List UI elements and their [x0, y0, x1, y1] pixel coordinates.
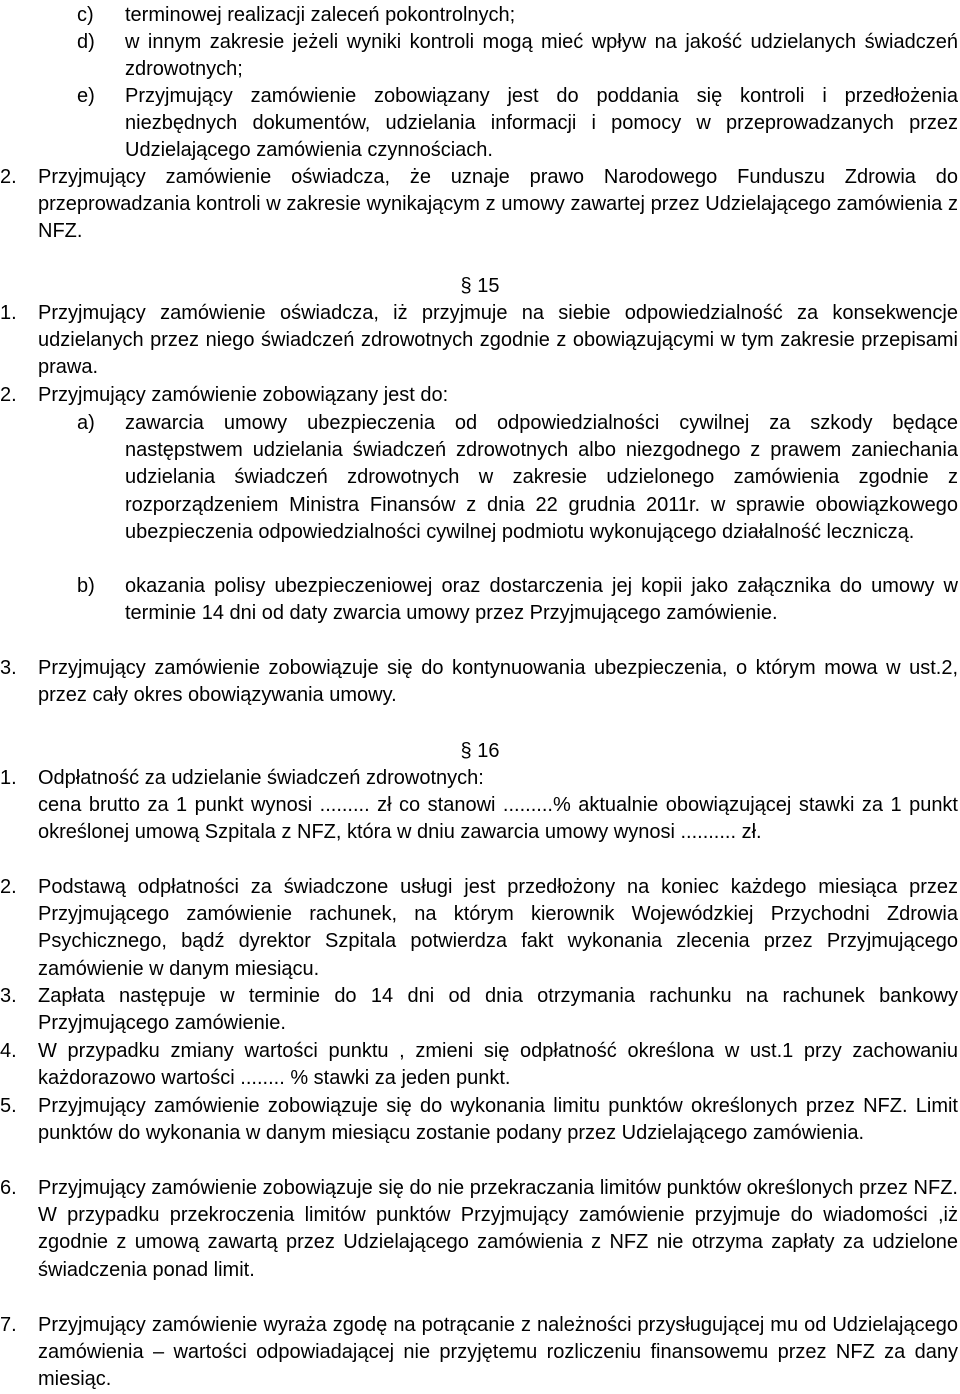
paragraph-number: 4.: [0, 1040, 17, 1062]
paragraph-text: cena brutto za 1 punkt wynosi ......... zł co stanowi .........% aktualnie obowiązującej stawki za 1 punkt określonej umową Szpitala z NFZ, która w dniu zawarcia umowy wynosi .......... zł.: [38, 794, 958, 844]
paragraph-text: Przyjmujący zamówienie oświadcza, iż przyjmuje na siebie odpowiedzialność za konsekwencje udzielanych przez niego świadczeń zdrowotnych zgodnie z obowiązującymi w tym zakresie przepisami prawa.: [38, 302, 958, 379]
s16-paragraph-6: [0, 1175, 958, 1284]
paragraph-2-control: [0, 164, 958, 246]
section-heading-16: § 16: [460, 740, 500, 762]
paragraph-text: Przyjmujący zamówienie zobowiązuje się do nie przekraczania limitów punktów określonych przez NFZ. W przypadku przekroczenia limitów punktów Przyjmujący zamówienie przyjmuje do wiadomości ,iż zgodnie z umową zawartą przez Udzielającego zamówienia z NFZ nie otrzyma zapłaty za udzielone świadczenia ponad limit.: [38, 1177, 958, 1281]
clause-text: terminowej realizacji zaleceń pokontrolnych;: [125, 4, 516, 26]
s16-paragraph-2: [0, 874, 958, 983]
clause-d: [77, 29, 958, 83]
paragraph-heading-line: Odpłatność za udzielanie świadczeń zdrowotnych:: [38, 767, 484, 789]
clause-text: okazania polisy ubezpieczeniowej oraz dostarczenia jej kopii jako załącznika do umowy w terminie 14 dni od daty zwarcia umowy przez Przyjmującego zamówienie.: [125, 575, 958, 625]
s15-clause-a: [77, 410, 958, 546]
clause-e: [77, 83, 958, 165]
clause-marker: b): [77, 575, 95, 597]
clause-marker: a): [77, 412, 95, 434]
paragraph-number: 6.: [0, 1177, 17, 1199]
paragraph-number: 2.: [0, 384, 17, 406]
paragraph-text: Przyjmujący zamówienie wyraża zgodę na potrącanie z należności przysługującej mu od Udzielającego zamówienia – wartości odpowiadającej nie przyjętemu rozliczeniu finansowemu przez NFZ za dany miesiąc.: [38, 1314, 958, 1391]
paragraph-number: 5.: [0, 1095, 17, 1117]
paragraph-number: 3.: [0, 657, 17, 679]
s16-paragraph-3: [0, 983, 958, 1037]
clause-text: Przyjmujący zamówienie zobowiązany jest do poddania się kontroli i przedłożenia niezbędnych dokumentów, udzielania informacji i pomocy w przeprowadzanych przez Udzielającego zamówienia czynnościach.: [125, 85, 958, 162]
paragraph-text: Przyjmujący zamówienie zobowiązuje się do kontynuowania ubezpieczenia, o którym mowa w ust.2, przez cały okres obowiązywania umowy.: [38, 657, 958, 707]
clause-text: w innym zakresie jeżeli wyniki kontroli mogą mieć wpływ na jakość udzielanych świadczeń zdrowotnych;: [125, 31, 958, 81]
s15-paragraph-3: [0, 655, 958, 709]
paragraph-text: Podstawą odpłatności za świadczone usługi jest przedłożony na koniec każdego miesiąca przez Przyjmującego zamówienie rachunek, na którym kierownik Wojewódzkiej Przychodni Zdrowia Psychicznego, bądź dyrektor Szpitala potwierdza fakt wykonania zlecenia przez Przyjmującego zamówienie w danym miesiącu.: [38, 876, 958, 980]
paragraph-number: 2.: [0, 876, 17, 898]
paragraph-text: Przyjmujący zamówienie oświadcza, że uznaje prawo Narodowego Funduszu Zdrowia do przeprowadzania kontroli w zakresie wynikającym z umowy zawartej przez Udzielającego zamówienia z NFZ.: [38, 166, 958, 243]
paragraph-text: Zapłata następuje w terminie do 14 dni od dnia otrzymania rachunku na rachunek bankowy Przyjmującego zamówienie.: [38, 985, 958, 1035]
paragraph-number: 1.: [0, 767, 17, 789]
paragraph-number: 2.: [0, 166, 17, 188]
s16-paragraph-7: [0, 1312, 958, 1394]
section-heading-15: § 15: [460, 275, 500, 297]
s16-paragraph-5: [0, 1093, 958, 1147]
s15-clause-b: [77, 573, 958, 627]
clause-text: zawarcia umowy ubezpieczenia od odpowiedzialności cywilnej za szkody będące następstwem udzielania świadczeń zdrowotnych albo niezgodnego z prawem zaniechania udzielania świadczeń zdrowotnych w zakresie udzielonego zamówienia zgodnie z rozporządzeniem Ministra Finansów z dnia 22 grudnia 2011r. w sprawie obowiązkowego ubezpieczenia odpowiedzialności cywilnej podmiotu wykonującego działalność leczniczą.: [125, 412, 958, 543]
clause-marker: d): [77, 31, 95, 53]
clause-marker: c): [77, 4, 94, 26]
paragraph-number: 3.: [0, 985, 17, 1007]
s16-paragraph-1: [0, 765, 958, 847]
paragraph-number: 7.: [0, 1314, 17, 1336]
s16-paragraph-4: [0, 1038, 958, 1092]
s15-paragraph-2: [0, 382, 958, 409]
paragraph-text: Przyjmujący zamówienie zobowiązuje się do wykonania limitu punktów określonych przez NFZ. Limit punktów do wykonania w danym miesiącu zostanie podany przez Udzielającego zamówienia.: [38, 1095, 958, 1145]
paragraph-number: 1.: [0, 302, 17, 324]
paragraph-text: Przyjmujący zamówienie zobowiązany jest do:: [38, 384, 449, 406]
paragraph-text: W przypadku zmiany wartości punktu , zmieni się odpłatność określona w ust.1 przy zachowaniu każdorazowo wartości ........ % stawki za jeden punkt.: [38, 1040, 958, 1090]
clause-marker: e): [77, 85, 95, 107]
clause-c: [77, 2, 958, 29]
s15-paragraph-1: [0, 300, 958, 382]
